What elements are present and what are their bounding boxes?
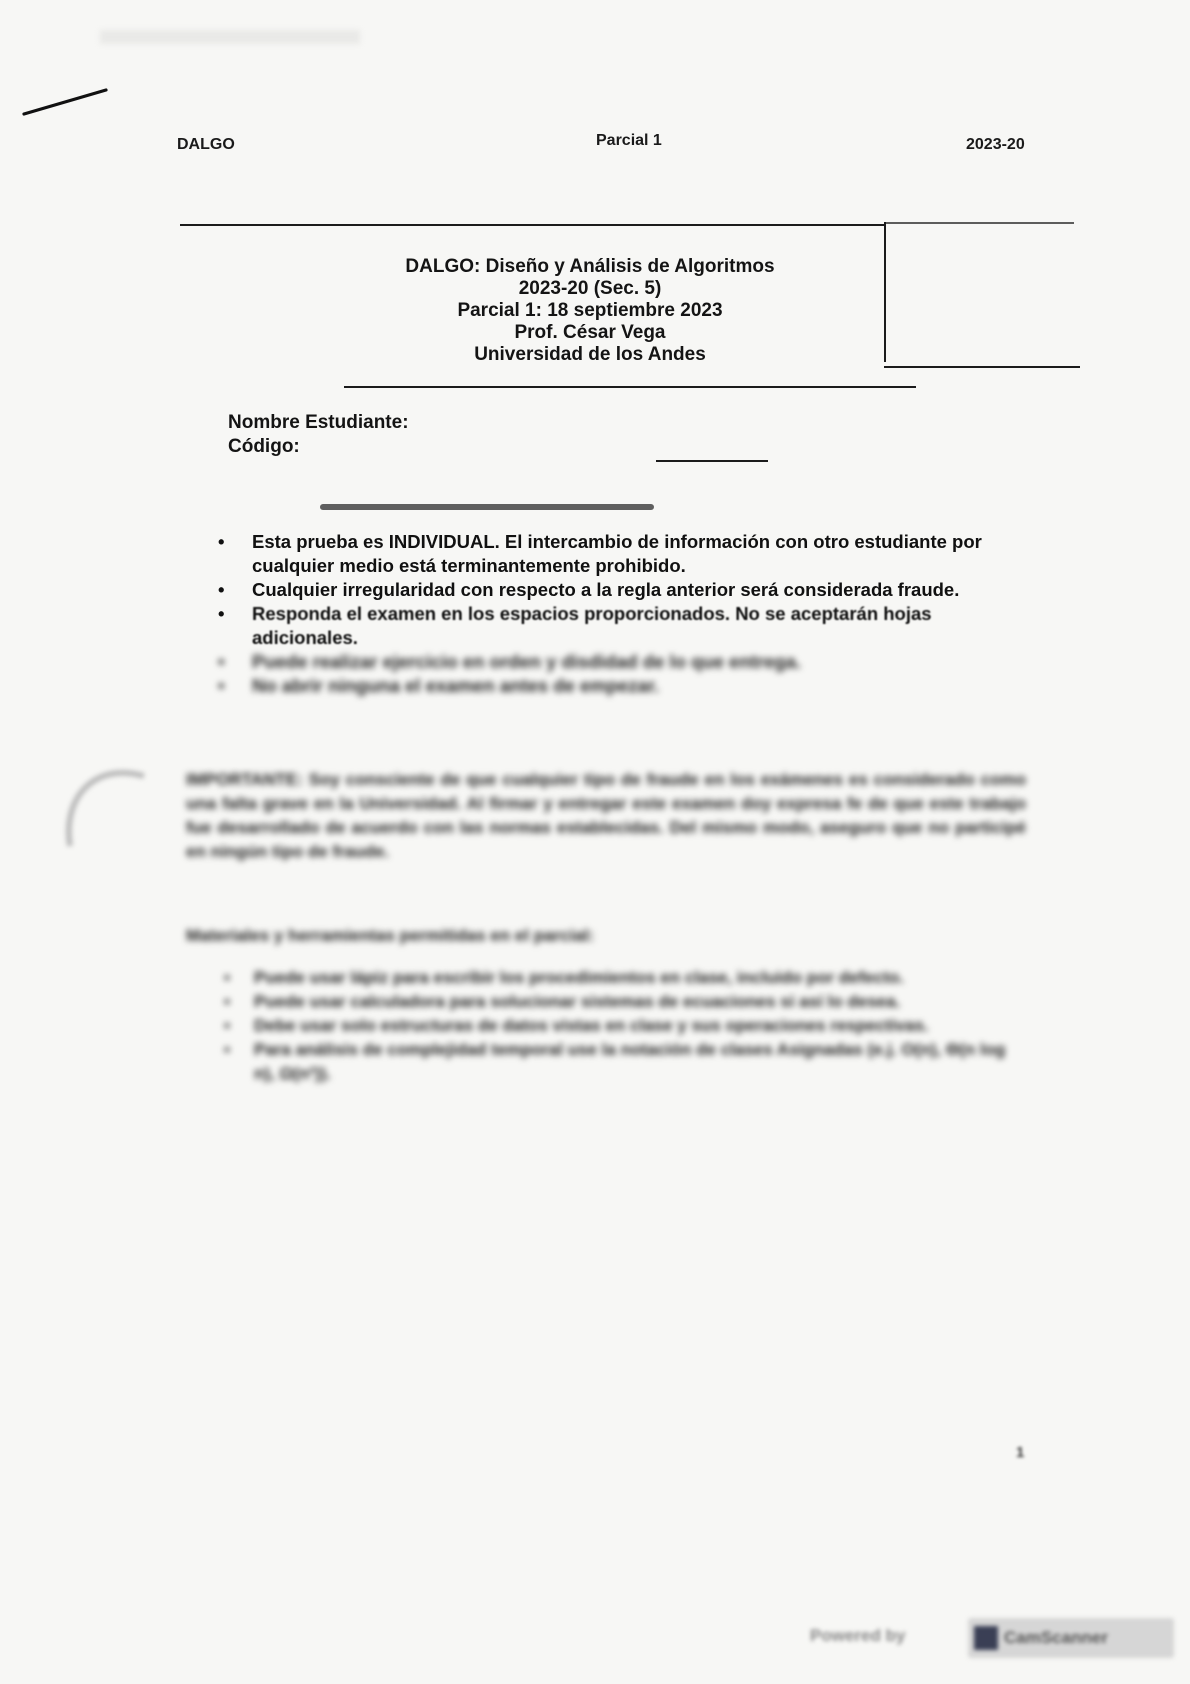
important-paragraph: IMPORTANTE: Soy consciente de que cualquier tipo de fraude en los exámenes es considerado como una falta grave en la Universidad. Al firmar y entregar este examen doy expresa fe de que este trabajo fue desarrollado de acuerdo con las normas establecidas. Del mismo modo, aseguro que no participé en ningún tipo de fraude. [186, 770, 1026, 861]
rule-item: • Responda el examen en los espacios proporcionados. No se aceptarán hojas adicionales. [218, 603, 932, 648]
scanner-logo-icon [974, 1626, 998, 1650]
materials-list [220, 966, 1020, 1086]
material-item: ▪ Puede usar lápiz para escribir los procedimientos en clase, incluido por defecto. [220, 966, 1020, 990]
bullet-dot-icon: • [218, 531, 225, 552]
material-item: ▪ Debe usar solo estructuras de datos vistas en clase y sus operaciones respectivas. [220, 1014, 1020, 1038]
student-name-label: Nombre Estudiante: [228, 412, 409, 433]
name-redaction-stroke [320, 504, 654, 510]
material-item: ▪ Para análisis de complejidad temporal use la notación de clases Asignadas (e.j. O(n), Θ(n log n), Ω(n²)). [224, 1040, 1006, 1083]
exam-date: Parcial 1: 18 septiembre 2023 [457, 300, 723, 321]
bullet-dot-icon: • [218, 675, 225, 696]
material-item: ▪ Puede usar calculadora para solucionar sistemas de ecuaciones si así lo desea. [220, 990, 1020, 1014]
title-under-rule [344, 386, 916, 388]
exam-title-block [360, 256, 820, 366]
page-number: 1 [1016, 1444, 1025, 1461]
university-name: Universidad de los Andes [474, 344, 706, 365]
professor-name: Prof. César Vega [514, 322, 666, 343]
rule-item: • No abrir ninguna el examen antes de empezar. [218, 675, 660, 696]
rule-item: • Esta prueba es INDIVIDUAL. El intercambio de información con otro estudiante por cualquier medio está terminantemente prohibido. [218, 531, 982, 576]
bleed-through-text [100, 30, 360, 44]
bullet-dot-icon: • [218, 651, 225, 672]
scanner-brand: CamScanner [1004, 1628, 1108, 1647]
bullet-dot-icon: • [218, 603, 225, 624]
bullet-dot-icon: • [218, 579, 225, 600]
pen-arc-mark [56, 756, 156, 856]
top-rule [180, 224, 886, 226]
header-right: 2023-20 [966, 136, 1025, 153]
box-bottom-border [884, 366, 1080, 368]
student-code-label: Código: [228, 436, 300, 457]
bullet-square-icon: ▪ [224, 968, 231, 987]
code-underline [656, 460, 768, 462]
box-top-border [884, 222, 1074, 224]
rule-item: • Cualquier irregularidad con respecto a la regla anterior será considerada fraude. [218, 579, 960, 600]
rule-item: • Puede realizar ejercicio en orden y disdidad de lo que entrega. [218, 651, 802, 672]
materials-heading: Materiales y herramientas permitidas en el parcial: [186, 926, 595, 945]
scanner-logo [968, 1618, 1174, 1658]
course-title: DALGO: Diseño y Análisis de Algoritmos [405, 256, 775, 277]
header-left: DALGO [177, 136, 235, 153]
scanner-watermark-label: Powered by [810, 1626, 906, 1645]
bullet-square-icon: ▪ [224, 1016, 231, 1035]
exam-rules-list [210, 530, 1030, 698]
bullet-square-icon: ▪ [224, 1040, 231, 1059]
bullet-square-icon: ▪ [224, 992, 231, 1011]
box-right-border [884, 222, 886, 362]
term-section: 2023-20 (Sec. 5) [518, 278, 662, 299]
pen-stroke-mark [20, 80, 110, 120]
header-center: Parcial 1 [596, 132, 662, 149]
